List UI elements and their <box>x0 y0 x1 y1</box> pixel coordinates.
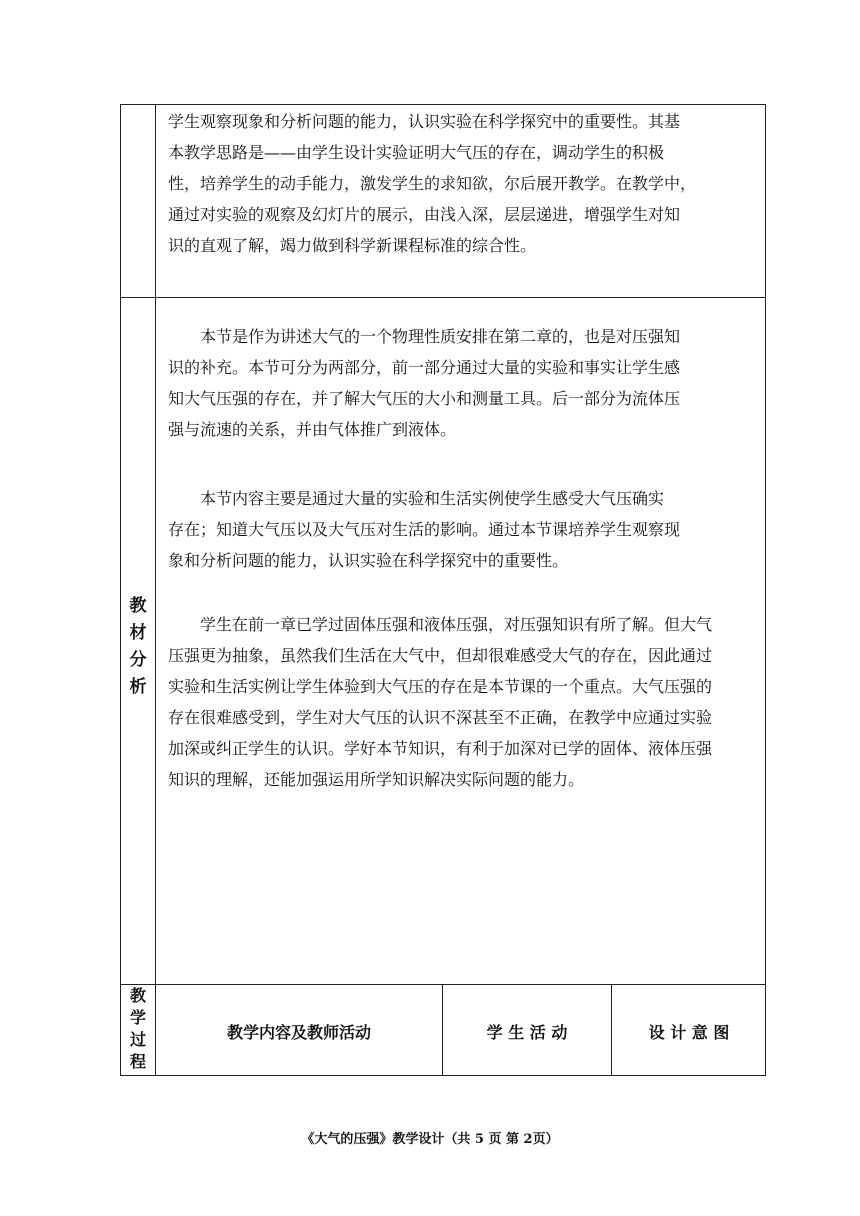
label-column-divider <box>155 104 156 1076</box>
continued-paragraph: 学生观察现象和分析问题的能力，认识实验在科学探究中的重要性。其基 本教学思路是——由学生设计实验证明大气压的存在，调动学生的积极 性，培养学生的动手能力，激发学生的求知欲，尔后展开教学。在教学中， 通过对实验的观察及幻灯片的展示，由浅入深，层层递进，增强学生对知 识的直观了解，竭力做到科学新课程标准的综合性。 <box>168 112 697 255</box>
teacher-activity-header: 教学内容及教师活动 <box>226 1023 371 1042</box>
material-analysis-paragraph-1: 本节是作为讲述大气的一个物理性质安排在第二章的，也是对压强知 识的补充。本节可分为两部分，前一部分通过大量的实验和事实让学生感 知大气压强的存在，并了解大气压的大小和测量工具。后一部分为流体压 强与流速的关系，并由气体推广到液体。 <box>168 327 681 439</box>
material-analysis-paragraph-2: 本节内容主要是通过大量的实验和生活实例使学生感受大气压确实 存在；知道大气压以及大气压对生活的影响。通过本节课培养学生观察现 象和分析问题的能力，认识实验在科学探究中的重要性。 <box>168 489 681 570</box>
page-footer: 《大气的压强》教学设计（共 5 页 第 2页） <box>301 1132 559 1147</box>
student-activity-header: 学 生 活 动 <box>486 1023 568 1042</box>
design-intent-header: 设 计 意 图 <box>648 1023 730 1042</box>
material-analysis-label: 教材分析 <box>129 596 147 697</box>
material-analysis-paragraph-3: 学生在前一章已学过固体压强和液体压强，对压强知识有所了解。但大气 压强更为抽象，虽然我们生活在大气中，但却很难感受大气的存在，因此通过 实验和生活实例让学生体验到大气压的存在是本节课的一个重点。大气压强的 存在很难感受到，学生对大气压的认识不深甚至不正确，在教学中应通过实验 加深或纠正学生的认识。学好本节知识，有利于加深对已学的固体、液体压强 知识的理解，还能加强运用所学知识解决实际问题的能力。 <box>168 615 713 789</box>
teaching-process-label: 教学过程 <box>129 986 146 1071</box>
row-divider-1 <box>120 297 766 298</box>
row-divider-2 <box>120 984 766 985</box>
